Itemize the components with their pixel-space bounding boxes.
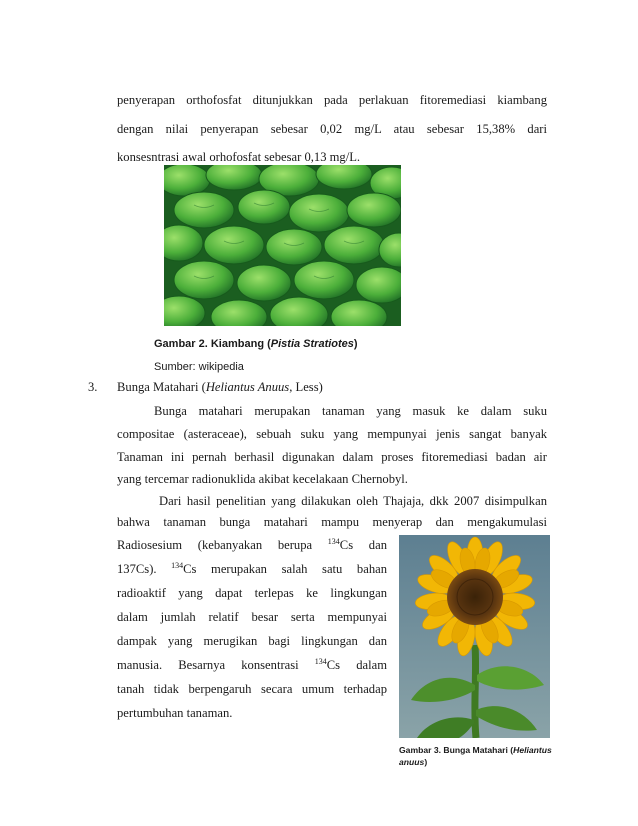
para2-line-1: Bunga matahari merupakan tanaman yang masuk ke dalam suku: [154, 404, 547, 418]
section3-heading-suffix: , Less): [289, 380, 323, 394]
para3-line-8a: manusia. Besarnya konsentrasi: [117, 658, 315, 672]
figure2-source: Sumber: wikipedia: [154, 361, 244, 373]
cs134-superscript-2: 134: [171, 561, 184, 570]
figure3-caption: [399, 744, 559, 768]
para3-line-4b: Cs merupakan salah satu bahan: [183, 562, 388, 576]
figure2-caption-prefix: Gambar 2. Kiambang (: [154, 338, 271, 350]
para2-line-4: yang tercemar radionuklida akibat kecelakaan Chernobyl.: [117, 472, 408, 486]
section3-number: 3.: [88, 380, 98, 394]
para1-line-3: konsesntrasi awal orhofosfat sebesar 0,13 mg/L.: [117, 150, 361, 164]
para3-line-9: tanah tidak berpengaruh secara umum terhadap: [117, 682, 387, 696]
para3-line-5: radioaktif yang dapat terlepas ke lingkungan: [117, 586, 387, 600]
para3-line-7: dampak yang merugikan bagi lingkungan dan: [117, 634, 387, 648]
para3-line-6: dalam jumlah relatif besar serta mempunyai: [117, 610, 387, 624]
figure2-caption-suffix: ): [353, 338, 358, 350]
section3-heading-species: Heliantus Anuus: [205, 380, 290, 394]
sunflower-image: [399, 535, 550, 738]
figure3-caption-suffix: ): [424, 757, 428, 767]
para3-line-8: [117, 657, 387, 673]
para3-line-10: pertumbuhan tanaman.: [117, 706, 233, 720]
para1-line-2: dengan nilai penyerapan sebesar 0,02 mg/L atau sebesar 15,38% dari: [117, 122, 547, 136]
kiambang-image: [164, 165, 401, 326]
para3-line-4a: 137Cs).: [117, 562, 172, 576]
figure3-caption-species-1: Heliantus: [513, 745, 552, 755]
para3-line-8b: Cs dalam: [326, 658, 387, 672]
para3-line-1: Dari hasil penelitian yang dilakukan oleh Thajaja, dkk 2007 disimpulkan: [159, 494, 547, 508]
cs134-superscript-3: 134: [314, 657, 327, 666]
para3-line-2: bahwa tanaman bunga matahari mampu menyerap dan mengakumulasi: [117, 515, 547, 529]
para3-line-4: [117, 561, 387, 577]
figure3-caption-prefix: Gambar 3. Bunga Matahari (: [399, 745, 514, 755]
sunflower-photo: [399, 535, 550, 738]
para3-line-3b: Cs dan: [339, 538, 387, 552]
kiambang-photo: [164, 165, 401, 326]
figure2-caption-species: Pistia Stratiotes: [270, 338, 354, 350]
para1-line-1: penyerapan orthofosfat ditunjukkan pada perlakuan fitoremediasi kiambang: [117, 93, 547, 107]
figure3-caption-species-2: anuus: [399, 757, 425, 767]
para2-line-3: Tanaman ini pernah berhasil digunakan dalam proses fitoremediasi badan air: [117, 450, 547, 464]
figure2-caption: [154, 338, 358, 350]
para3-line-3: [117, 537, 387, 553]
cs134-superscript-1: 134: [327, 537, 340, 546]
para2-line-2: compositae (asteraceae), sebuah suku yang mempunyai jenis sangat banyak: [117, 427, 547, 441]
section3-heading: [117, 379, 323, 395]
para3-line-3a: Radiosesium (kebanyakan berupa: [117, 538, 328, 552]
section3-heading-prefix: Bunga Matahari (: [117, 380, 206, 394]
